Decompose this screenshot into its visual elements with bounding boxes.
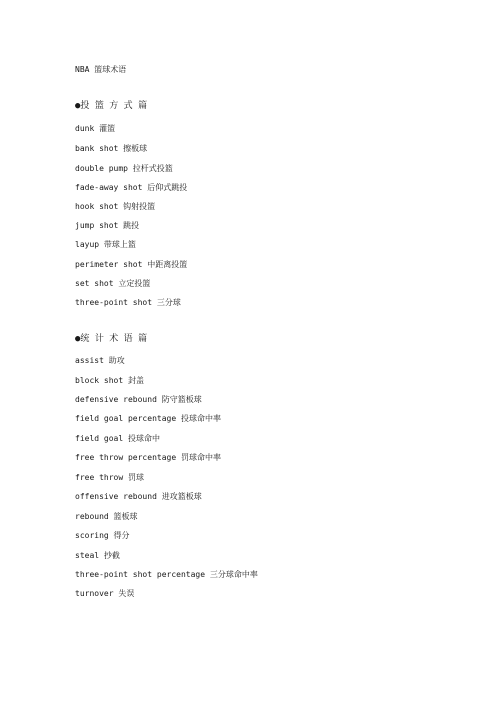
term-item: three-point shot 三分球 bbox=[75, 298, 181, 307]
term-item: free throw 罚球 bbox=[75, 473, 144, 482]
term-item: steal 抄截 bbox=[75, 551, 120, 560]
term-item: assist 助攻 bbox=[75, 356, 125, 365]
term-item: hook shot 钩射投篮 bbox=[75, 202, 156, 211]
term-item: set shot 立定投篮 bbox=[75, 279, 151, 288]
term-item: double pump 拉杆式投篮 bbox=[75, 164, 173, 173]
term-item: perimeter shot 中距离投篮 bbox=[75, 260, 188, 269]
term-item: field goal percentage 投球命中率 bbox=[75, 414, 221, 423]
term-item: dunk 灌篮 bbox=[75, 124, 116, 133]
term-item: scoring 得分 bbox=[75, 531, 130, 540]
term-item: bank shot 擦板球 bbox=[75, 144, 148, 153]
term-item: free throw percentage 罚球命中率 bbox=[75, 453, 221, 462]
document-title: NBA 篮球术语 bbox=[75, 65, 127, 74]
term-item: defensive rebound 防守篮板球 bbox=[75, 395, 202, 404]
term-item: turnover 失误 bbox=[75, 589, 135, 598]
section-heading-statistics: ●统 计 术 语 篇 bbox=[75, 334, 148, 344]
term-item: field goal 投球命中 bbox=[75, 434, 160, 443]
term-item: fade-away shot 后仰式跳投 bbox=[75, 183, 188, 192]
term-item: offensive rebound 进攻篮板球 bbox=[75, 492, 202, 501]
term-item: block shot 封盖 bbox=[75, 376, 144, 385]
section-heading-shooting: ●投 篮 方 式 篇 bbox=[75, 101, 148, 111]
term-item: jump shot 跳投 bbox=[75, 221, 140, 230]
term-item: layup 带球上篮 bbox=[75, 240, 136, 249]
term-item: three-point shot percentage 三分球命中率 bbox=[75, 570, 258, 579]
term-item: rebound 篮板球 bbox=[75, 512, 138, 521]
